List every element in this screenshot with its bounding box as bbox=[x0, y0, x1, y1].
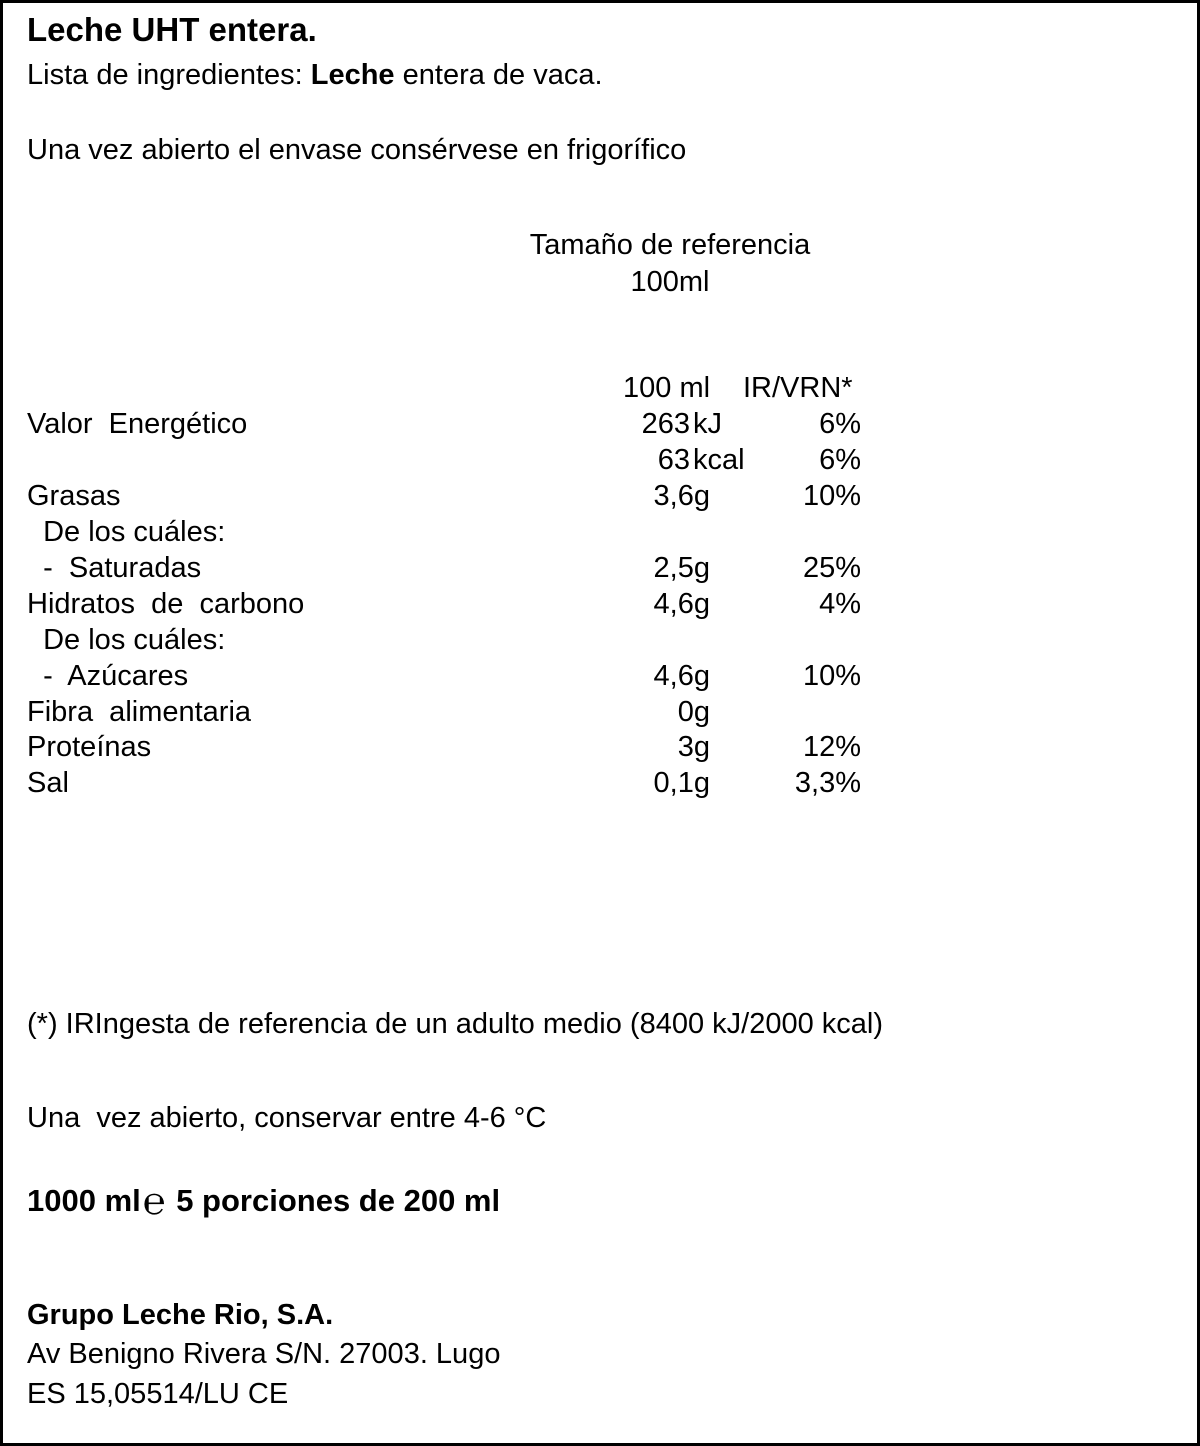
net-volume: 1000 ml bbox=[27, 1183, 141, 1218]
nutrient-label: Fibra alimentaria bbox=[27, 696, 252, 728]
nutrient-value: 3g bbox=[677, 731, 710, 763]
nutrient-value: 4,6g bbox=[653, 660, 710, 692]
column-header-ir: IR/VRN* bbox=[743, 372, 853, 404]
nutrient-ir: 10% bbox=[802, 480, 861, 512]
nutrient-label: Grasas bbox=[27, 480, 121, 512]
nutrient-ir: 4% bbox=[819, 588, 861, 620]
nutrient-value: 3,6g bbox=[653, 480, 710, 512]
nutrient-value: 263 bbox=[641, 408, 690, 440]
reference-size-label: Tamaño de referencia bbox=[529, 229, 811, 261]
ingredients-list bbox=[27, 61, 603, 90]
nutrient-unit: kJ bbox=[693, 408, 722, 440]
nutrient-value: 4,6g bbox=[653, 588, 710, 620]
net-quantity bbox=[27, 1181, 501, 1223]
nutrient-label: Hidratos de carbono bbox=[27, 588, 305, 620]
nutrient-ir: 25% bbox=[802, 552, 861, 584]
nutrient-value: 63 bbox=[657, 444, 690, 476]
nutrient-ir: 6% bbox=[819, 408, 861, 440]
nutrient-sublabel: De los cuáles: bbox=[27, 516, 226, 548]
reference-intake-footnote: (*) IRIngesta de referencia de un adulto medio (8400 kJ/2000 kcal) bbox=[27, 1008, 883, 1040]
storage-note: Una vez abierto el envase consérvese en frigorífico bbox=[27, 134, 687, 166]
nutrient-unit: kcal bbox=[693, 444, 745, 476]
nutrient-sublabel: De los cuáles: bbox=[27, 624, 226, 656]
estimated-sign-icon: ℮ bbox=[142, 1181, 166, 1223]
health-mark: ES 15,05514/LU CE bbox=[27, 1378, 289, 1410]
nutrient-value: 0g bbox=[677, 696, 710, 728]
ingredients-prefix: Lista de ingredientes: bbox=[27, 59, 311, 91]
nutrient-label: Valor Energético bbox=[27, 408, 248, 440]
storage-temperature: Una vez abierto, conservar entre 4-6 °C bbox=[27, 1102, 547, 1134]
ingredients-allergen: Leche bbox=[310, 59, 395, 91]
nutrient-ir: 10% bbox=[802, 660, 861, 692]
ingredients-suffix: entera de vaca. bbox=[394, 59, 603, 91]
nutrient-label: Proteínas bbox=[27, 731, 152, 763]
company-name: Grupo Leche Rio, S.A. bbox=[27, 1299, 334, 1331]
nutrient-ir: 6% bbox=[819, 444, 861, 476]
nutrient-label: - Saturadas bbox=[27, 552, 202, 584]
portion-info: 5 porciones de 200 ml bbox=[167, 1183, 501, 1218]
nutrient-label: Sal bbox=[27, 767, 69, 799]
reference-size-value: 100ml bbox=[630, 266, 710, 298]
nutrient-ir: 3,3% bbox=[794, 767, 861, 799]
nutrient-value: 2,5g bbox=[653, 552, 710, 584]
nutrient-ir: 12% bbox=[802, 731, 861, 763]
company-address: Av Benigno Rivera S/N. 27003. Lugo bbox=[27, 1338, 501, 1370]
column-header-100ml: 100 ml bbox=[623, 372, 711, 404]
product-title: Leche UHT entera. bbox=[27, 11, 317, 48]
nutrient-label: - Azúcares bbox=[27, 660, 189, 692]
nutrient-value: 0,1g bbox=[653, 767, 710, 799]
